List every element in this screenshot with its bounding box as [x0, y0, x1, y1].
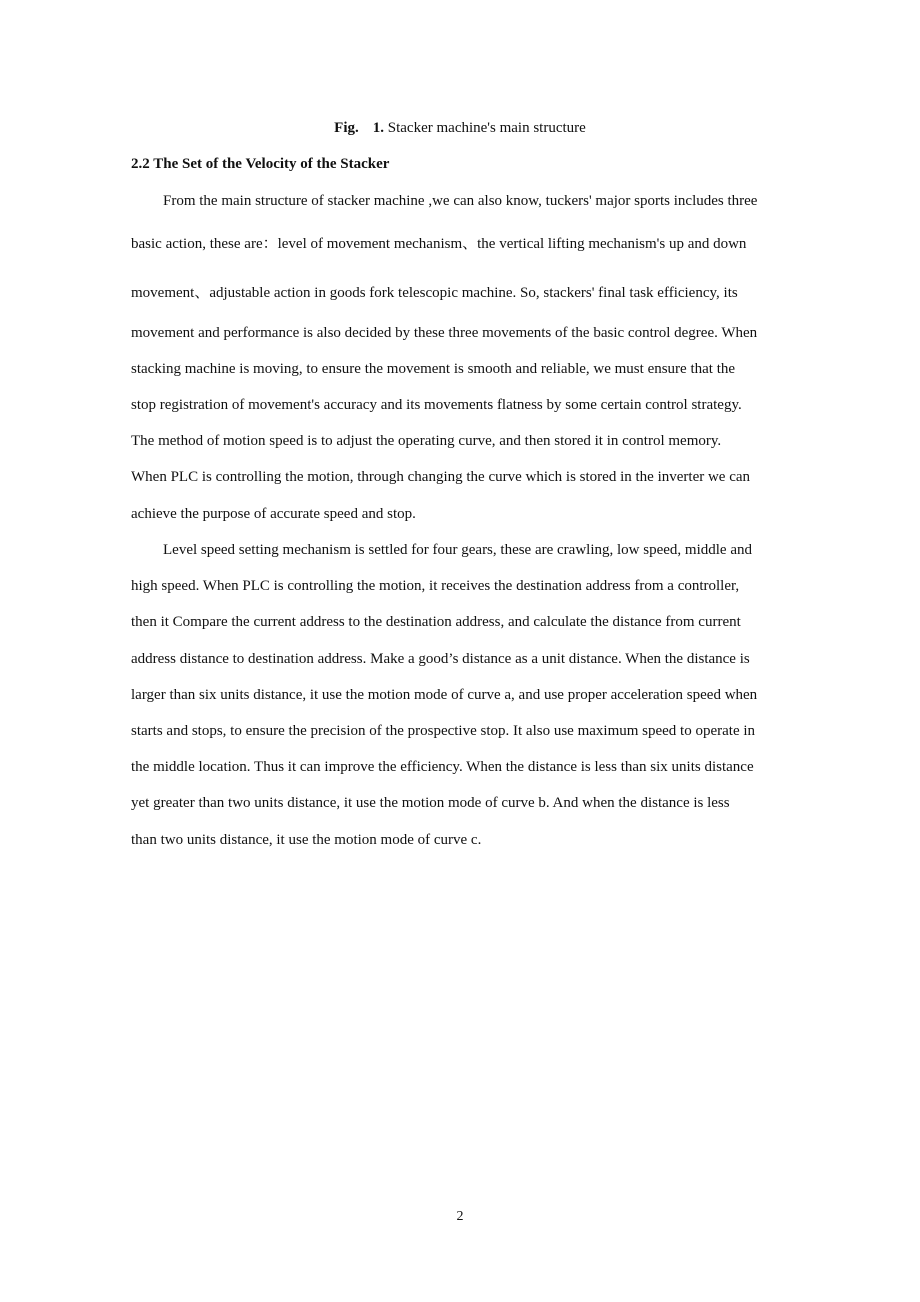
figure-caption-text: Stacker machine's main structure — [387, 120, 586, 136]
paragraph-line: movement and performance is also decided by these three movements of the basic control degree. When — [131, 325, 758, 341]
paragraph-line: basic action, these are：level of movement mechanism、the vertical lifting mechanism's up and down — [131, 236, 747, 252]
paragraph-line: When PLC is controlling the motion, through changing the curve which is stored in the inverter we can — [131, 469, 751, 485]
figure-number: 1. — [372, 120, 385, 136]
paragraph-line: stop registration of movement's accuracy and its movements flatness by some certain control strategy. — [131, 397, 742, 413]
paragraph-line: The method of motion speed is to adjust the operating curve, and then stored it in control memory. — [131, 433, 722, 449]
paragraph-line: high speed. When PLC is controlling the motion, it receives the destination address from a controller, — [131, 578, 740, 594]
figure-label: Fig. — [334, 120, 359, 136]
paragraph-line: stacking machine is moving, to ensure the movement is smooth and reliable, we must ensure that the — [131, 361, 736, 377]
paragraph-line: Level speed setting mechanism is settled for four gears, these are crawling, low speed, middle and — [163, 542, 752, 558]
paragraph-line: starts and stops, to ensure the precision of the prospective stop. It also use maximum speed to operate in — [131, 723, 756, 739]
paragraph-line: From the main structure of stacker machine ,we can also know, tuckers' major sports includes three — [163, 193, 758, 209]
paragraph-line: achieve the purpose of accurate speed and stop. — [131, 506, 416, 522]
paragraph-line: larger than six units distance, it use the motion mode of curve a, and use proper acceleration speed when — [131, 687, 758, 703]
paragraph-line: movement、adjustable action in goods fork telescopic machine. So, stackers' final task efficiency, its — [131, 285, 738, 301]
figure-caption — [0, 118, 920, 138]
paragraph-line: yet greater than two units distance, it use the motion mode of curve b. And when the distance is less — [131, 795, 730, 811]
paragraph-line: the middle location. Thus it can improve the efficiency. When the distance is less than six units distance — [131, 759, 754, 775]
paragraph-line: then it Compare the current address to the destination address, and calculate the distance from current — [131, 614, 741, 630]
section-heading: 2.2 The Set of the Velocity of the Stacker — [131, 156, 390, 172]
paragraph-line: than two units distance, it use the motion mode of curve c. — [131, 832, 482, 848]
page-number: 2 — [456, 1209, 464, 1224]
paragraph-line: address distance to destination address. Make a good’s distance as a unit distance. When the distance is — [131, 651, 750, 667]
